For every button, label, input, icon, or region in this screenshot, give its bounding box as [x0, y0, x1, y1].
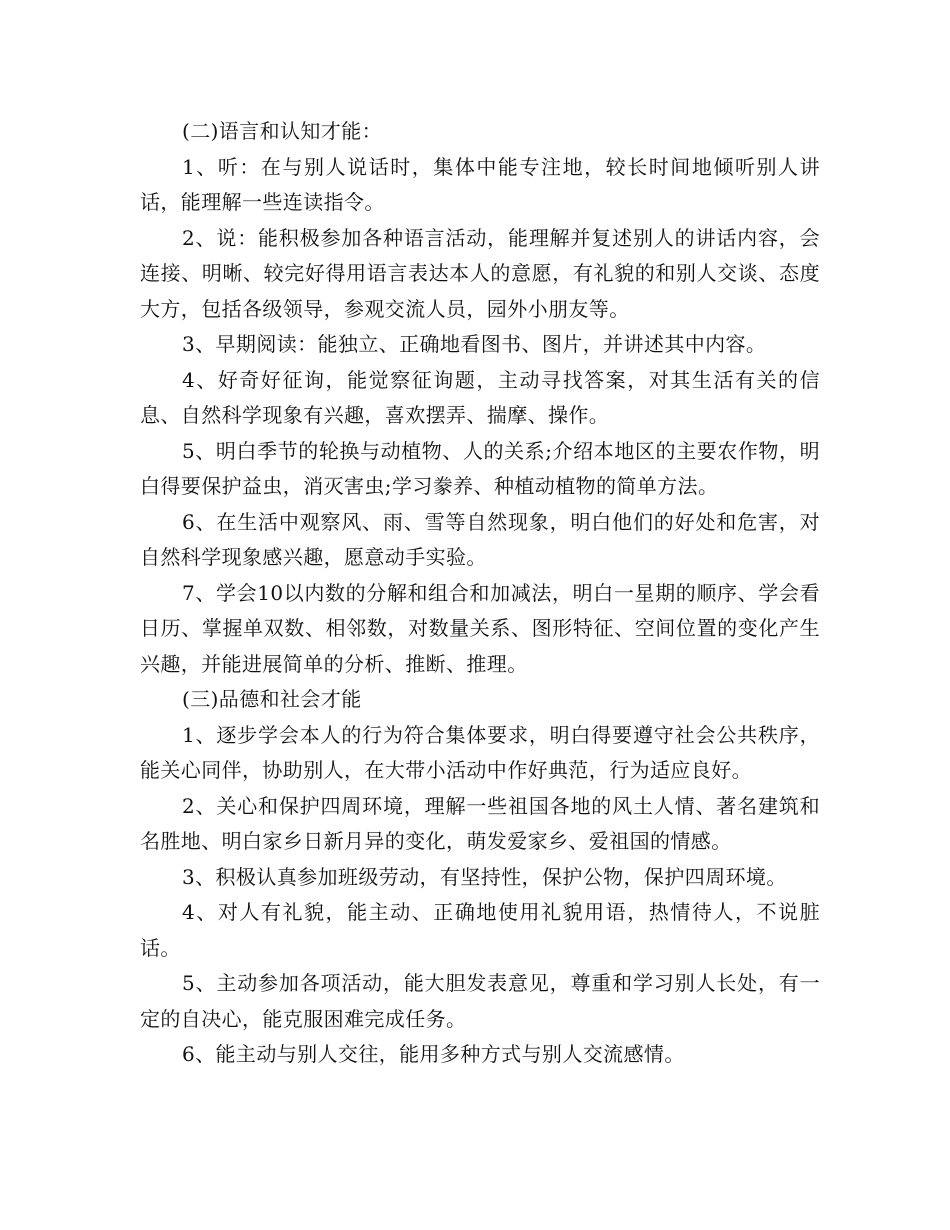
- paragraph-natural-phenomena: 6、在生活中观察风、雨、雪等自然现象，明白他们的好处和危害，对自然科学现象感兴趣，愿意动手实验。: [140, 509, 820, 569]
- paragraph-participation: 5、主动参加各项活动，能大胆发表意见，尊重和学习别人长处，有一定的自决心，能克服困难完成任务。: [140, 971, 820, 1031]
- section-heading-language-cognition: (二)语言和认知才能：: [182, 119, 383, 143]
- paragraph-numbers: 7、学会10以内数的分解和组合和加减法，明白一星期的顺序、学会看日历、掌握单双数、相邻数，对数量关系、图形特征、空间位置的变化产生兴趣，并能进展简单的分析、推断、推理。: [140, 580, 820, 676]
- paragraph-labor: 3、积极认真参加班级劳动，有坚持性，保护公物，保护四周环境。: [182, 864, 787, 889]
- paragraph-communication: 6、能主动与别人交往，能用多种方式与别人交流感情。: [182, 1042, 685, 1066]
- paragraph-curiosity: 4、好奇好征询，能觉察征询题，主动寻找答案，对其生活有关的信息、自然科学现象有兴趣，喜欢摆弄、揣摩、操作。: [140, 367, 820, 427]
- document-body: [140, 114, 820, 1073]
- paragraph-listening: 1、听：在与别人说话时，集体中能专注地，较长时间地倾听别人讲话，能理解一些连读指令。: [140, 154, 820, 214]
- paragraph-speaking: 2、说：能积极参加各种语言活动，能理解并复述别人的讲话内容，会连接、明晰、较完好得用语言表达本人的意愿，有礼貌的和别人交谈、态度大方，包括各级领导，参观交流人员，园外小朋友等。: [140, 225, 820, 321]
- paragraph-politeness: 4、对人有礼貌，能主动、正确地使用礼貌用语，热情待人，不说脏话。: [140, 900, 820, 960]
- section-heading-morality-society: (三)品德和社会才能: [182, 687, 362, 711]
- paragraph-environment: 2、关心和保护四周环境，理解一些祖国各地的风土人情、著名建筑和名胜地、明白家乡日新月异的变化，萌发爱家乡、爱祖国的情感。: [140, 793, 820, 853]
- paragraph-seasons: 5、明白季节的轮换与动植物、人的关系;介绍本地区的主要农作物，明白得要保护益虫，消灭害虫;学习豢养、种植动植物的简单方法。: [140, 438, 820, 498]
- paragraph-early-reading: 3、早期阅读：能独立、正确地看图书、图片，并讲述其中内容。: [182, 332, 767, 356]
- paragraph-collective-behavior: 1、逐步学会本人的行为符合集体要求，明白得要遵守社会公共秩序，能关心同伴，协助别人，在大带小活动中作好典范，行为适应良好。: [140, 722, 820, 782]
